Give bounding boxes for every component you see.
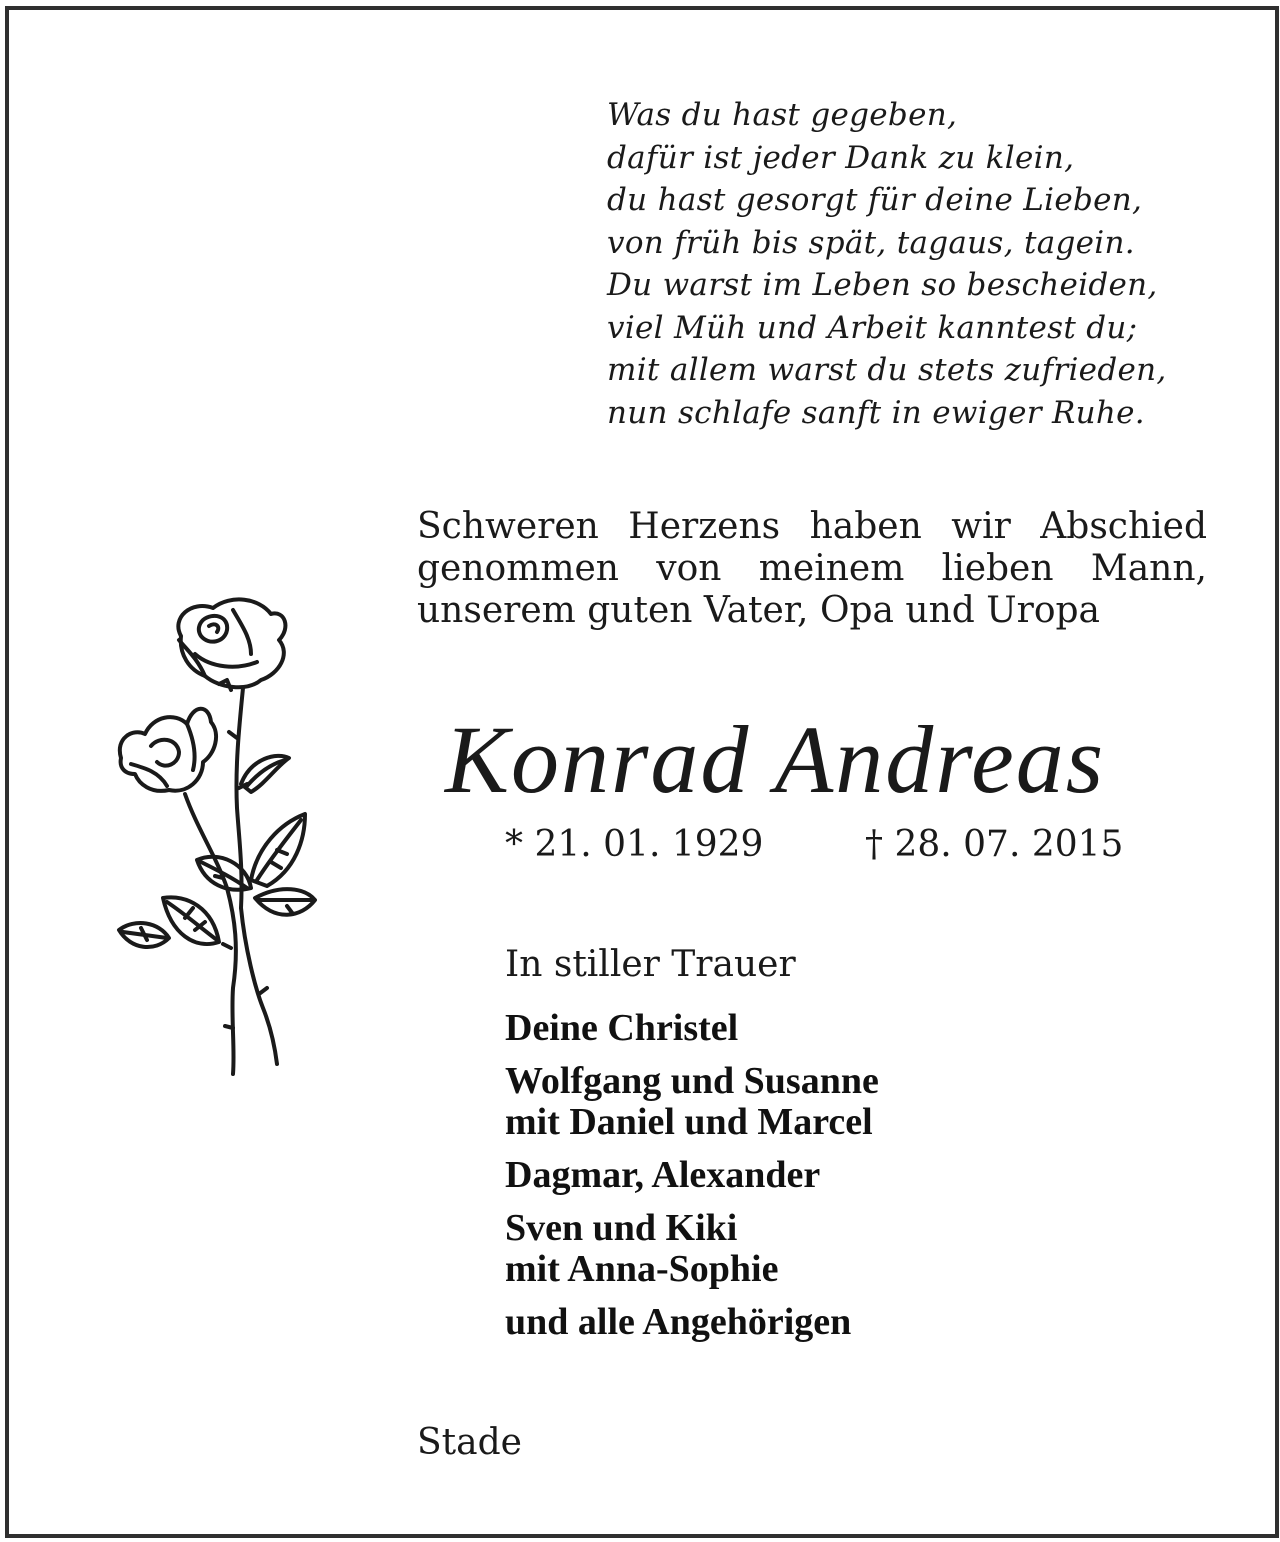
family-group — [505, 1155, 879, 1196]
poem-line: du hast gesorgt für deine Lieben, — [607, 182, 1143, 218]
family-line: Dagmar, Alexander — [505, 1154, 821, 1196]
intro-line: Schweren Herzens haben wir Abschied — [417, 506, 1207, 547]
family-line: Wolfgang und Susanne — [505, 1060, 879, 1102]
family-line: mit Daniel und Marcel — [505, 1101, 873, 1143]
intro-text — [417, 506, 1207, 632]
family-line: Deine Christel — [505, 1007, 739, 1049]
family-group — [505, 1208, 879, 1290]
poem-line: nun schlafe sanft in ewiger Ruhe. — [607, 394, 1145, 431]
poem — [607, 94, 1167, 434]
family-line: und alle Angehörigen — [505, 1301, 852, 1343]
intro-line: genommen von meinem lieben Mann, — [417, 548, 1207, 589]
intro-line: unserem guten Vater, Opa und Uropa — [417, 590, 1100, 631]
family-group — [505, 1302, 879, 1343]
rose-drawing-icon — [101, 588, 331, 1088]
poem-line: von früh bis spät, tagaus, tagein. — [607, 224, 1135, 261]
family-line: Sven und Kiki — [505, 1207, 738, 1249]
poem-line: Was du hast gegeben, — [607, 97, 958, 133]
mourning-phrase: In stiller Trauer — [505, 944, 796, 985]
poem-line: Du warst im Leben so bescheiden, — [607, 267, 1158, 303]
place-name: Stade — [417, 1422, 522, 1463]
family-list — [505, 1008, 879, 1355]
poem-line: viel Müh und Arbeit kanntest du; — [607, 309, 1138, 346]
birth-date: * 21. 01. 1929 — [505, 824, 764, 865]
poem-line: mit allem warst du stets zufrieden, — [607, 352, 1167, 388]
deceased-name: Konrad Andreas — [445, 706, 1106, 813]
death-date: † 28. 07. 2015 — [865, 824, 1124, 865]
obituary-frame — [5, 6, 1279, 1538]
poem-line: dafür ist jeder Dank zu klein, — [607, 139, 1075, 176]
family-group — [505, 1061, 879, 1143]
family-line: mit Anna-Sophie — [505, 1248, 779, 1290]
family-group — [505, 1008, 879, 1049]
